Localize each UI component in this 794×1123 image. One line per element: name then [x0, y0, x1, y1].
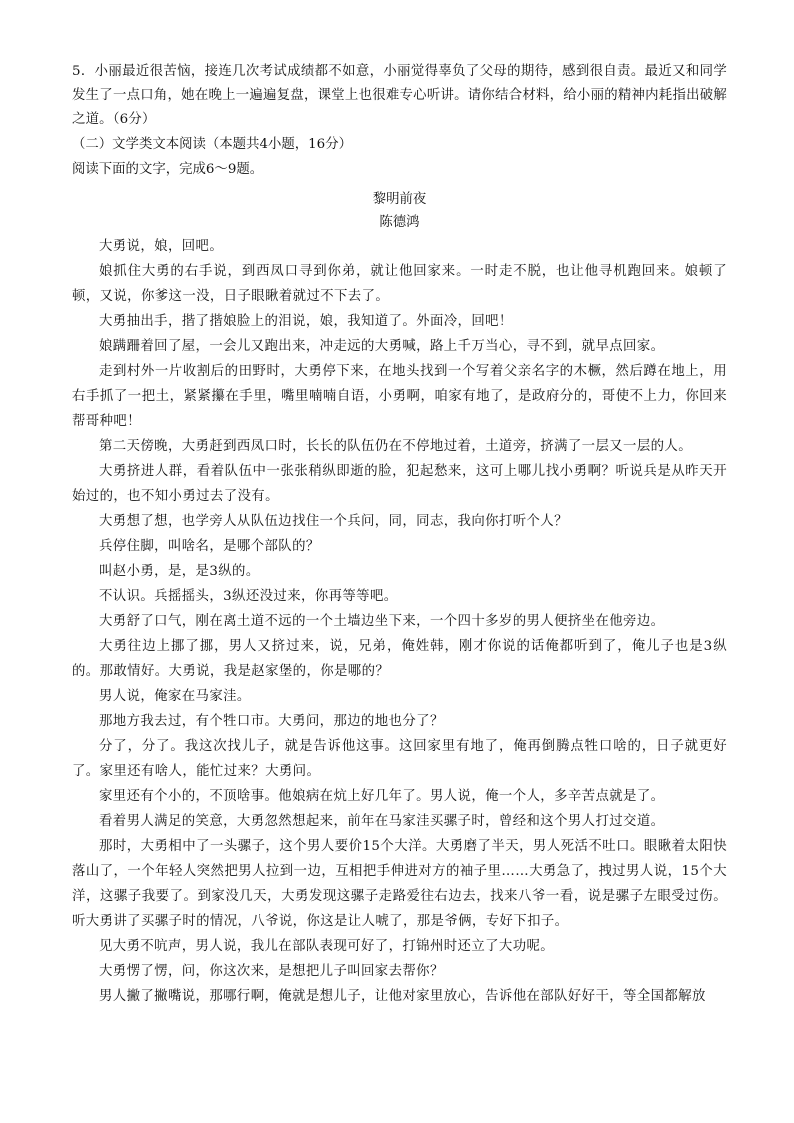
story-paragraph: 叫赵小勇，是，是3纵的。	[99, 564, 260, 579]
story-paragraph: 娘蹒跚着回了屋，一会儿又跑出来，冲走远的大勇喊，路上千万当心，寻不到，就早点回家。	[99, 339, 665, 354]
story-paragraph: 第二天傍晚，大勇赶到西凤口时，长长的队伍仍在不停地过着，土道旁，挤满了一层又一层的人。	[99, 439, 692, 454]
story-author: 陈德鸿	[379, 215, 420, 230]
story-paragraph: 见大勇不吭声，男人说，我儿在部队表现可好了，打锦州时还立了大功呢。	[99, 939, 555, 954]
story-paragraph: 娘抓住大勇的右手说，到西凤口寻到你弟，就让他回家来。一时走不脱，也让他寻机跑回来。娘顿了顿，又说，你爹这一没，日子眼瞅着就过不下去了。	[72, 264, 727, 304]
story-paragraph: 走到村外一片收割后的田野时，大勇停下来，在地头找到一个写着父亲名字的木橛，然后蹲在地上，用右手抓了一把土，紧紧攥在手里，嘴里喃喃自语，小勇啊，咱家有地了，是政府分的，哥使不上力，你回来帮哥种吧！	[72, 364, 727, 429]
story-paragraph: 不认识。兵摇摇头，3纵还没过来，你再等等吧。	[99, 589, 398, 604]
story-paragraph: 那时，大勇相中了一头骡子，这个男人要价15个大洋。大勇磨了半天，男人死活不吐口。眼瞅着太阳快落山了，一个年轻人突然把男人拉到一边，互相把手伸进对方的袖子里……大勇急了，拽过男人说，15个大洋，这骡子我要了。到家没几天，大勇发现这骡子走路爱往右边去，找来八爷一看，说是骡子左眼受过伤。听大勇讲了买骡子时的情况，八爷说，你这是让人唬了，那是爷俩，专好下扣子。	[72, 839, 727, 929]
page-content	[72, 60, 727, 1009]
story-title: 黎明前夜	[372, 192, 427, 207]
question-5: 5．小丽最近很苦恼，接连几次考试成绩都不如意，小丽觉得辜负了父母的期待，感到很自责。最近又和同学发生了一点口角，她在晚上一遍遍复盘，课堂上也很难专心听讲。请你结合材料，给小丽的精神内耗指出破解之道。（6分）	[72, 64, 727, 127]
story-paragraph: 兵停住脚，叫啥名，是哪个部队的？	[99, 539, 320, 554]
story-paragraph: 男人撇了撇嘴说，那哪行啊，俺就是想儿子，让他对家里放心，告诉他在部队好好干，等全国都解放	[99, 989, 706, 1004]
section-heading: （二）文学类文本阅读（本题共4小题，16分）	[72, 137, 352, 152]
story-paragraph: 那地方我去过，有个牲口市。大勇问，那边的地也分了？	[99, 714, 444, 729]
story-paragraph: 分了，分了。我这次找儿子，就是告诉他这事。这回家里有地了，俺再倒腾点牲口啥的，日子就更好了。家里还有啥人，能忙过来？大勇问。	[72, 739, 727, 779]
story-paragraph: 大勇抽出手，揩了揩娘脸上的泪说，娘，我知道了。外面冷，回吧！	[99, 314, 513, 329]
story-paragraph: 大勇说，娘，回吧。	[99, 239, 224, 254]
reading-instruction: 阅读下面的文字，完成6～9题。	[72, 162, 264, 177]
story-paragraph: 看着男人满足的笑意，大勇忽然想起来，前年在马家洼买骡子时，曾经和这个男人打过交道。	[99, 814, 665, 829]
story-paragraph: 大勇舒了口气，刚在离土道不远的一个土墙边坐下来，一个四十多岁的男人便挤坐在他旁边。	[99, 614, 665, 629]
story-paragraph: 大勇想了想，也学旁人从队伍边找住一个兵问，同，同志，我向你打听个人？	[99, 514, 568, 529]
story-paragraph: 大勇挤进人群，看着队伍中一张张稍纵即逝的脸，犯起愁来，这可上哪儿找小勇啊？听说兵是从昨天开始过的，也不知小勇过去了没有。	[72, 464, 727, 504]
story-paragraph: 男人说，俺家在马家洼。	[99, 689, 251, 704]
story-paragraph: 大勇往边上挪了挪，男人又挤过来，说，兄弟，俺姓韩，刚才你说的话俺都听到了，俺儿子也是3纵的。那敢情好。大勇说，我是赵家堡的，你是哪的？	[72, 639, 727, 679]
story-paragraph: 家里还有个小的，不顶啥事。他娘病在炕上好几年了。男人说，俺一个人，多辛苦点就是了。	[99, 789, 665, 804]
story-paragraph: 大勇愣了愣，问，你这次来，是想把儿子叫回家去帮你？	[99, 964, 444, 979]
